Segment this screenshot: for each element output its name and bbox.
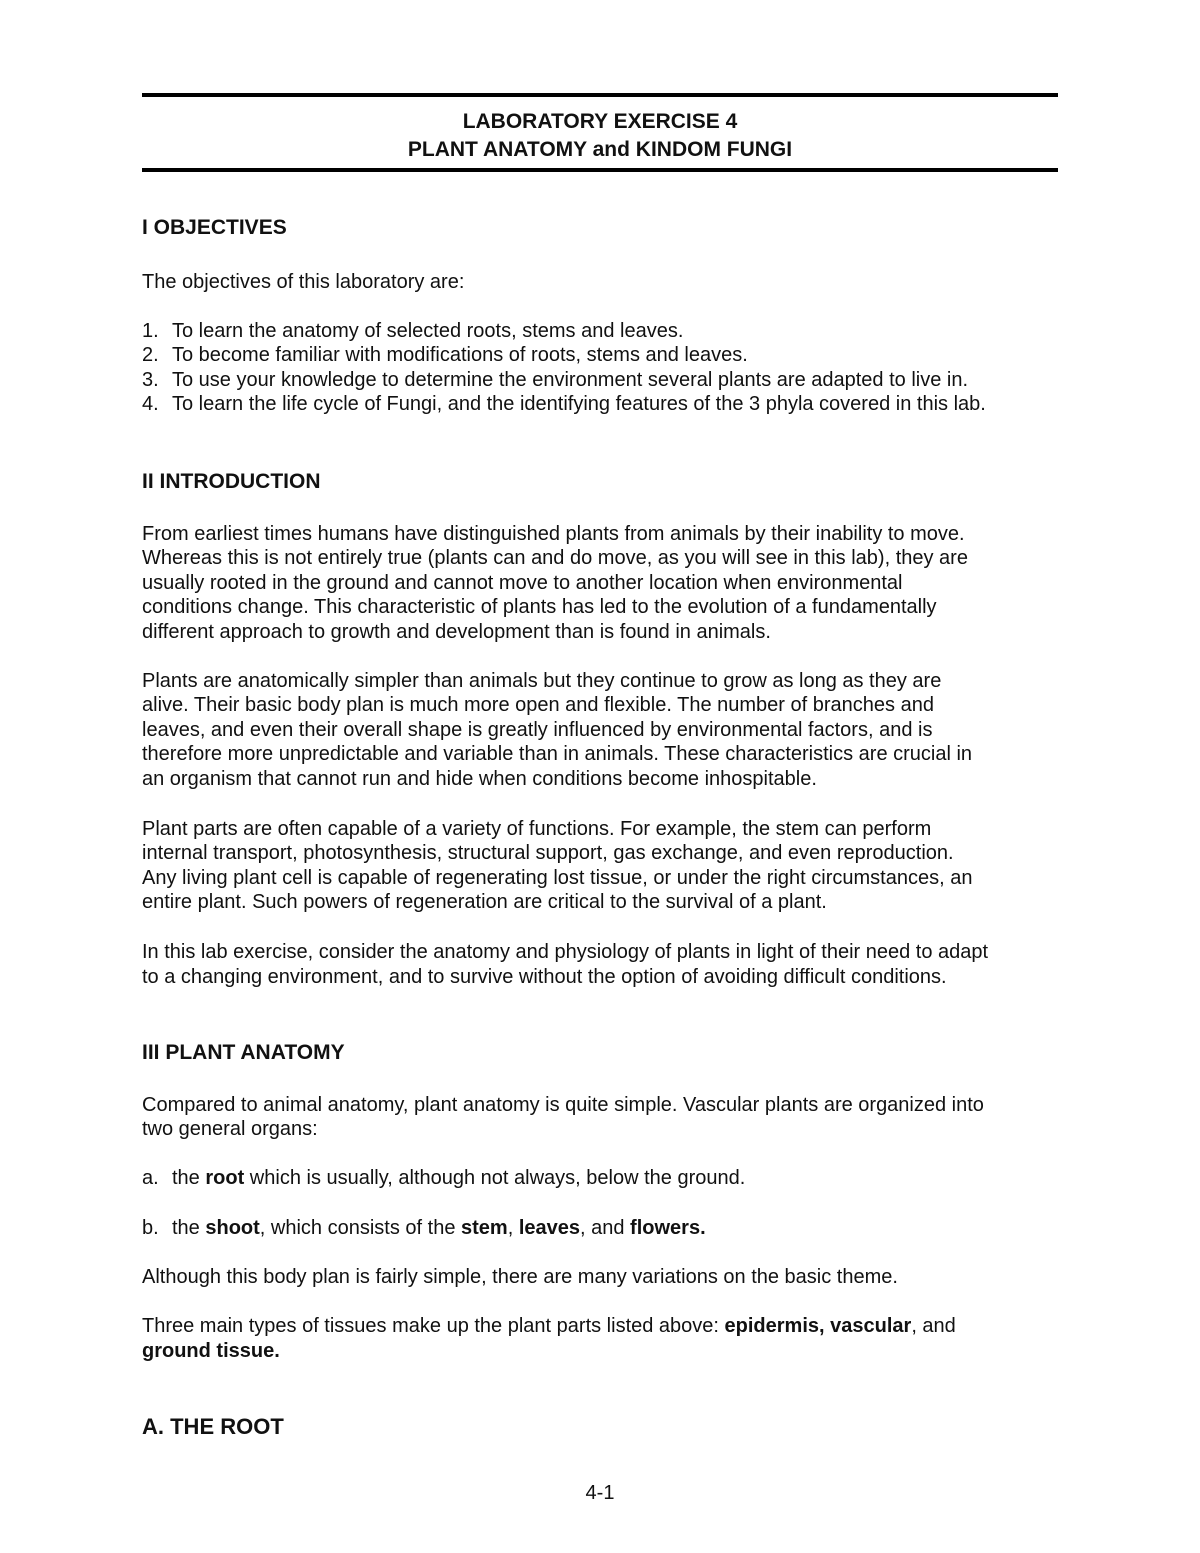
organ-item-root: a. the root which is usually, although not always, below the ground. [142,1167,746,1189]
anatomy-p3-line: ground tissue. [142,1340,280,1362]
objective-item: 1. To learn the anatomy of selected roots, stems and leaves. [142,320,684,342]
intro-p4-line: In this lab exercise, consider the anatomy and physiology of plants in light of their need to adapt [142,941,989,963]
intro-p1-line: different approach to growth and development than is found in animals. [142,621,771,643]
page-number: 4-1 [585,1482,615,1504]
top-rule [142,93,1058,97]
plant-anatomy-heading: III PLANT ANATOMY [142,1041,345,1064]
intro-p3-line: entire plant. Such powers of regeneration are critical to the survival of a plant. [142,891,827,913]
organ-item-shoot: b. the shoot, which consists of the stem, leaves, and flowers. [142,1217,706,1239]
objectives-heading: I OBJECTIVES [142,216,287,239]
objectives-intro: The objectives of this laboratory are: [142,271,465,293]
intro-p2-line: therefore more unpredictable and variable than in animals. These characteristics are crucial in [142,743,973,765]
root-section-heading: A. THE ROOT [142,1414,284,1439]
intro-p2-line: Plants are anatomically simpler than animals but they continue to grow as long as they are [142,670,942,692]
intro-p2-line: leaves, and even their overall shape is greatly influenced by environmental factors, and is [142,719,933,741]
intro-p3-line: Plant parts are often capable of a variety of functions. For example, the stem can perform [142,818,932,840]
intro-p1-line: conditions change. This characteristic of plants has led to the evolution of a fundamentally [142,596,937,618]
intro-p1-line: From earliest times humans have distinguished plants from animals by their inability to move. [142,523,965,545]
intro-p3-line: Any living plant cell is capable of regenerating lost tissue, or under the right circumstances, an [142,867,973,889]
anatomy-p1-line: two general organs: [142,1118,318,1140]
objective-item: 4. To learn the life cycle of Fungi, and the identifying features of the 3 phyla covered in this lab. [142,393,986,415]
objective-item: 2. To become familiar with modifications of roots, stems and leaves. [142,344,748,366]
intro-p2-line: alive. Their basic body plan is much more open and flexible. The number of branches and [142,694,934,716]
bottom-title-rule [142,168,1058,172]
title-line-1: LABORATORY EXERCISE 4 [462,110,738,133]
intro-p2-line: an organism that cannot run and hide when conditions become inhospitable. [142,768,817,790]
introduction-heading: II INTRODUCTION [142,470,321,493]
title-line-2: PLANT ANATOMY and KINDOM FUNGI [407,138,793,161]
intro-p3-line: internal transport, photosynthesis, structural support, gas exchange, and even reproduction. [142,842,954,864]
anatomy-p1-line: Compared to animal anatomy, plant anatomy is quite simple. Vascular plants are organized into [142,1094,984,1116]
intro-p1-line: usually rooted in the ground and cannot move to another location when environmental [142,572,903,594]
anatomy-p3-line: Three main types of tissues make up the plant parts listed above: epidermis, vascular, and [142,1315,956,1337]
anatomy-p2: Although this body plan is fairly simple, there are many variations on the basic theme. [142,1266,898,1288]
intro-p1-line: Whereas this is not entirely true (plants can and do move, as you will see in this lab), they are [142,547,968,569]
objective-item: 3. To use your knowledge to determine the environment several plants are adapted to live in. [142,369,969,391]
intro-p4-line: to a changing environment, and to survive without the option of avoiding difficult conditions. [142,966,947,988]
